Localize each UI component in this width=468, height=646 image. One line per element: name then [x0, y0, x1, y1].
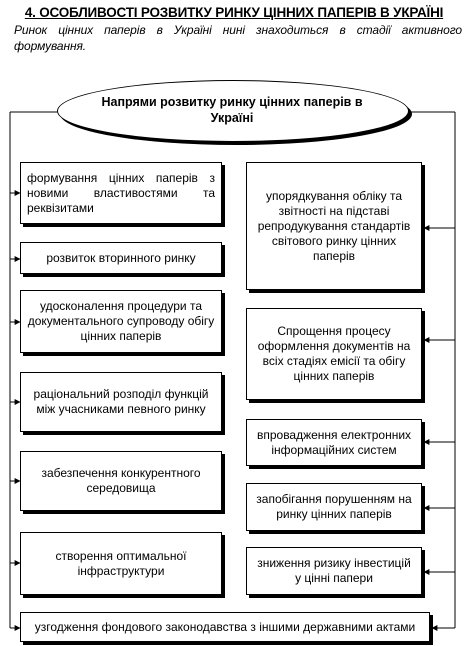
bottom-item: узгодження фондового законодавства з іншими державними актами: [20, 612, 430, 642]
left-item-1: формування цінних паперів з новими властивостями та реквізитами: [20, 162, 222, 224]
right-item-5: зниження ризику інвестицій у цінні папери: [246, 547, 422, 595]
left-item-2: розвиток вторинного ринку: [20, 242, 222, 274]
right-item-4: запобігання порушенням на ринку цінних паперів: [246, 483, 422, 531]
left-item-3: удосконалення процедури та документального супроводу обігу цінних паперів: [20, 290, 222, 353]
left-item-5: забезпечення конкурентного середовища: [20, 451, 222, 511]
left-item-6: створення оптимальної інфраструктури: [20, 532, 222, 595]
right-item-1: упорядкування обліку та звітності на підставі репродукування стандартів світового ринку цінних паперів: [246, 162, 422, 290]
center-label: Напрями розвитку ринку цінних паперів в Україні: [101, 95, 363, 125]
section-title: 4. ОСОБЛИВОСТІ РОЗВИТКУ РИНКУ ЦІННИХ ПАПЕРІВ В УКРАЇНІ: [24, 5, 444, 20]
right-item-2: Спрощення процесу оформлення документів на всіх стадіях емісії та обігу цінних паперів: [246, 308, 422, 400]
intro-paragraph: Ринок цінних паперів в Україні нині знаходиться в стадії активного формування.: [14, 23, 462, 53]
right-item-3: впровадження електронних інформаційних систем: [246, 419, 422, 466]
left-item-4: раціональний розподіл функцій між учасниками певного ринку: [20, 372, 222, 432]
